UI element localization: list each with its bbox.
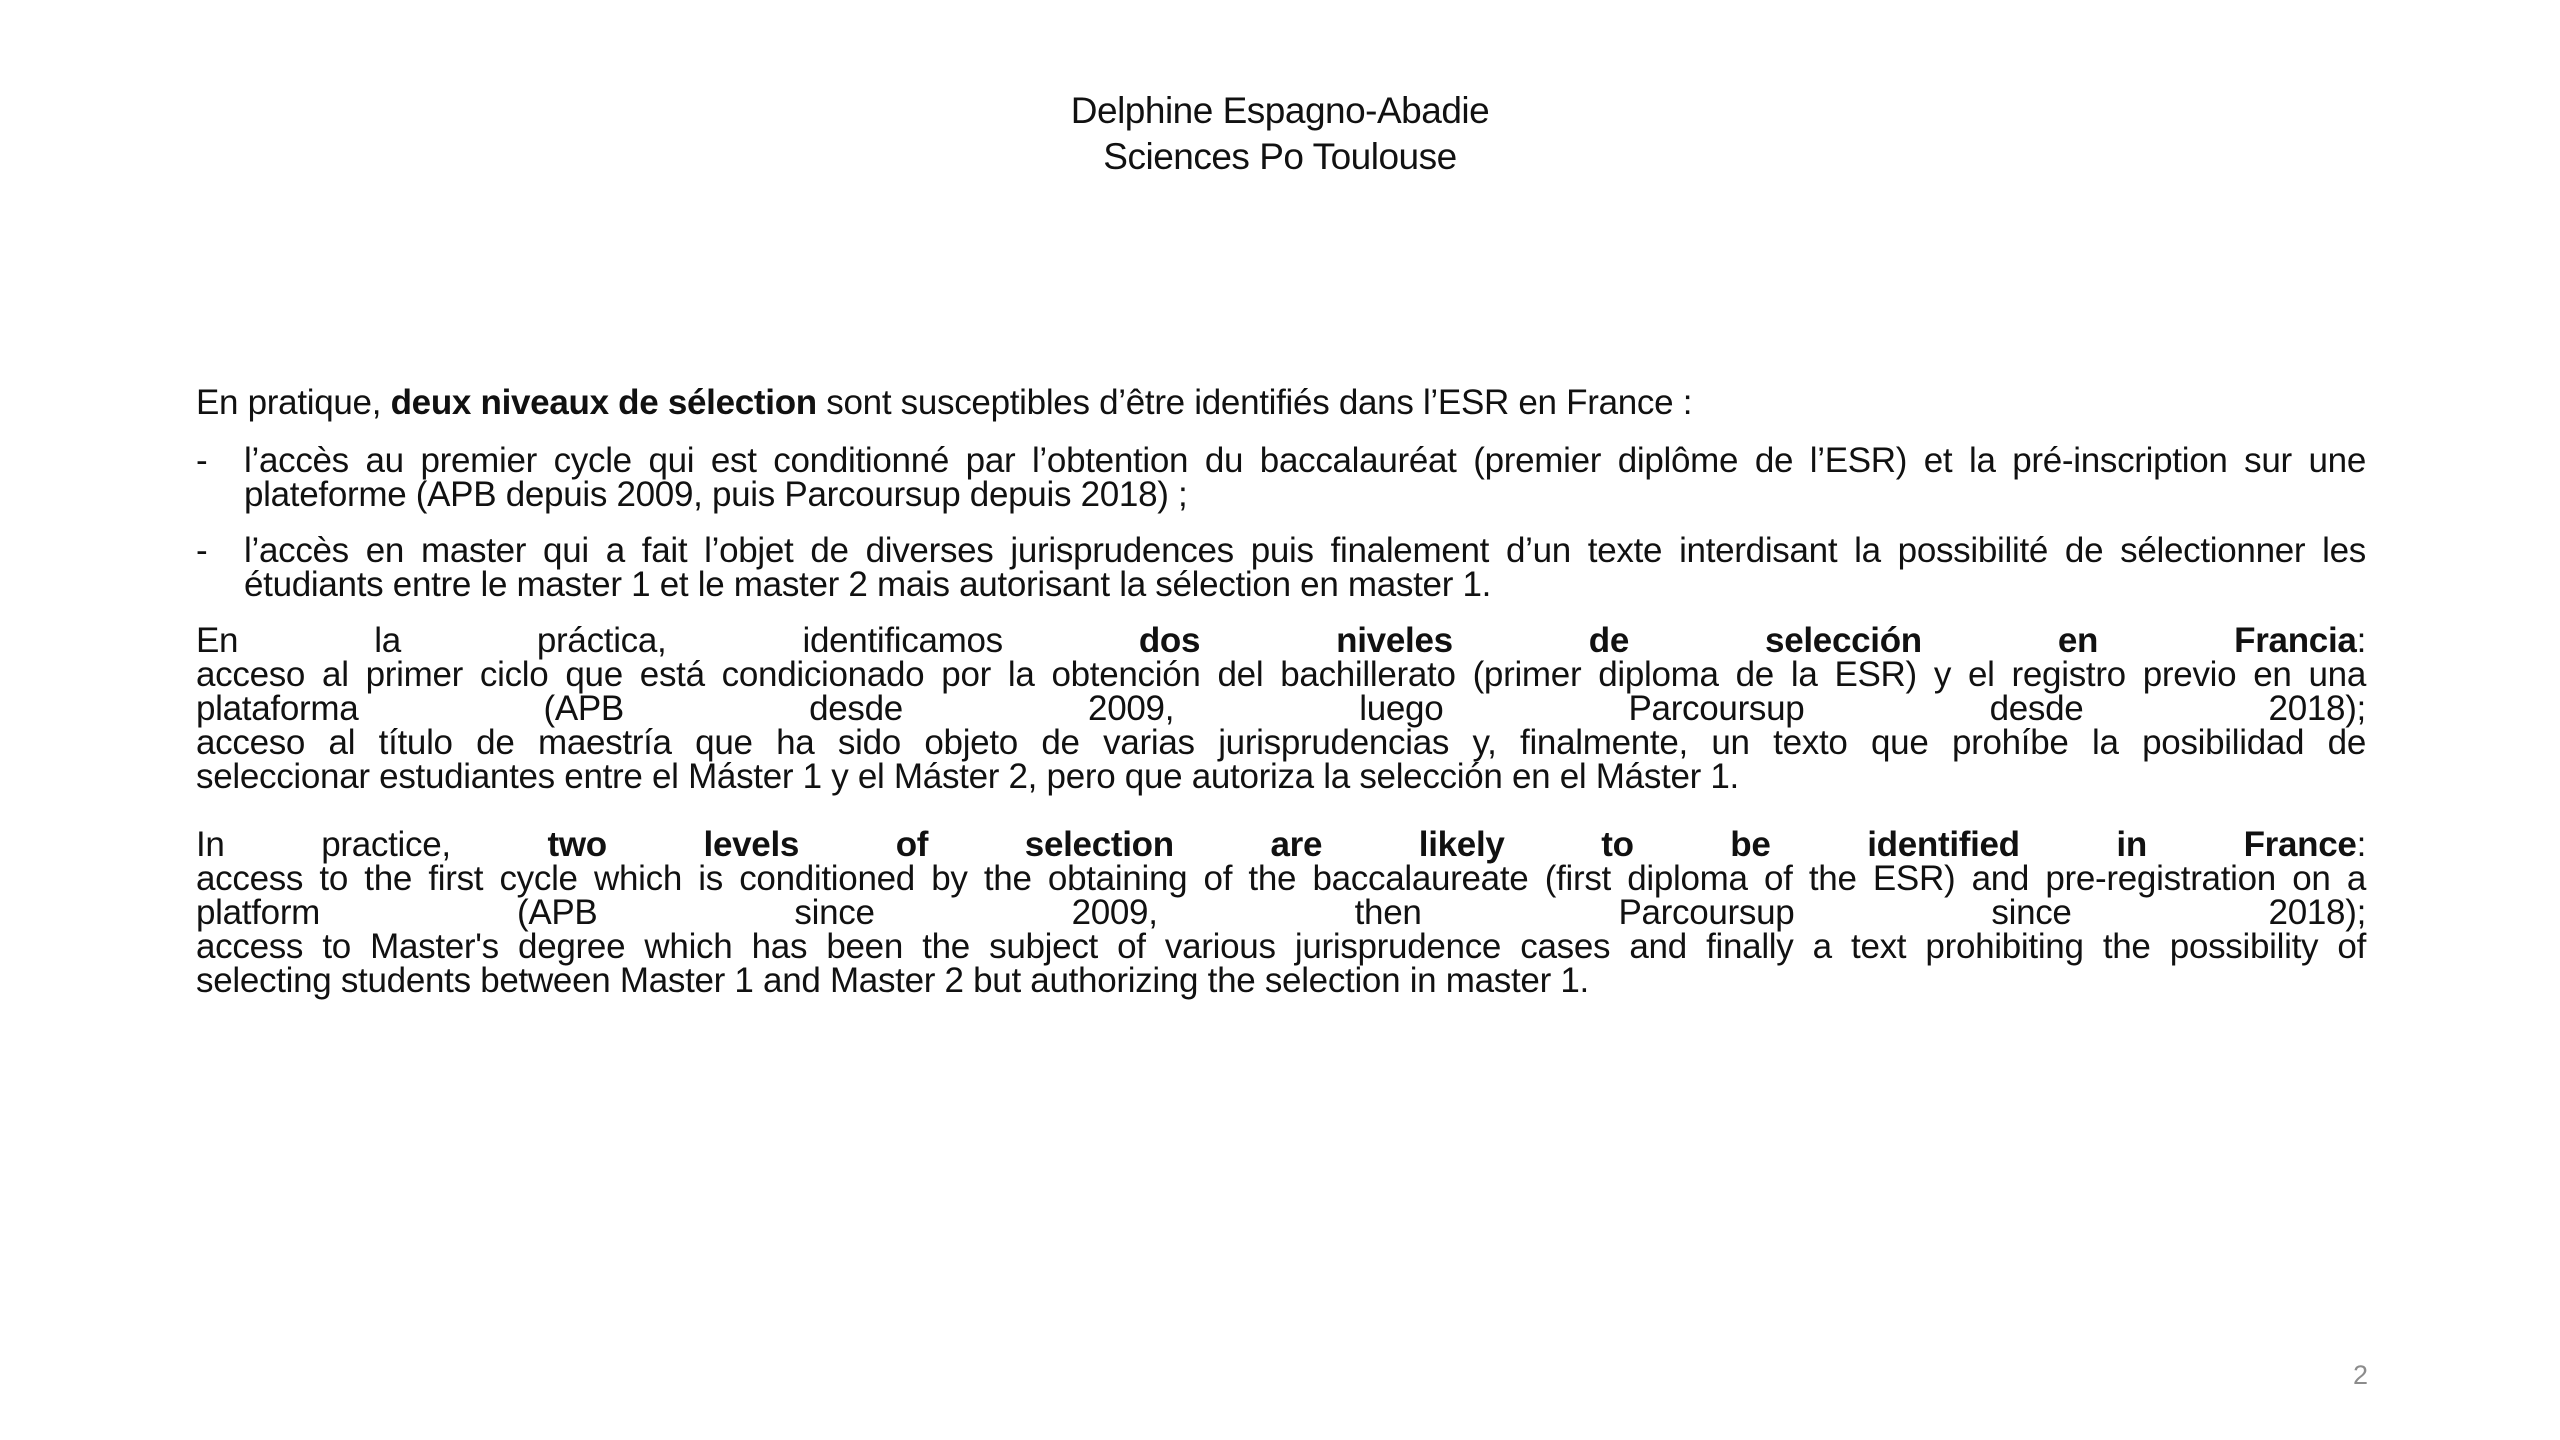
spanish-line-4: acceso al título de maestría que ha sido objeto de varias jurisprudencias y, finalmente, un texto que prohíbe la posibilidad de [196, 723, 2366, 762]
english-translation [196, 825, 2367, 1000]
spanish-intro-text-end: : [2356, 621, 2366, 660]
english-line-5: selecting students between Master 1 and Master 2 but authorizing the selection in master 1. [196, 961, 1589, 1000]
slide-header [0, 88, 2560, 180]
french-bullet-1-text: l’accès au premier cycle qui est conditionné par l’obtention du baccalauréat (premier diplôme de l’ESR) et la pré-inscription sur une plateforme (APB depuis 2009, puis Parcoursup depuis 2018) ; [244, 441, 2366, 514]
institution-name: Sciences Po Toulouse [1103, 136, 1457, 177]
french-bullet-2 [196, 531, 2366, 604]
spanish-translation [196, 621, 2366, 796]
spanish-line-5: seleccionar estudiantes entre el Máster 1 y el Máster 2, pero que autoriza la selección en el Máster 1. [196, 757, 1739, 796]
french-intro [196, 383, 2366, 422]
spanish-intro-emphasis: dos niveles de selección en Francia [1138, 621, 2357, 660]
french-bullet-1 [196, 441, 2366, 514]
spanish-intro-line [196, 621, 2366, 660]
french-bullet-2-text: l’accès en master qui a fait l’objet de diverses jurisprudences puis finalement d’un texte interdisant la possibilité de sélectionner les étudiants entre le master 1 et le master 2 mais autorisant la sélection en master 1. [244, 531, 2366, 604]
english-intro-text-end: : [2356, 825, 2367, 864]
english-intro-text: In practice, [196, 825, 548, 864]
bullet-marker: - [196, 531, 208, 570]
english-line-4: access to Master's degree which has been the subject of various jurisprudence cases and finally a text prohibiting the possibility of [196, 927, 2366, 966]
english-line-3: platform (APB since 2009, then Parcoursup since 2018); [196, 893, 2366, 932]
spanish-line-3: plataforma (APB desde 2009, luego Parcoursup desde 2018); [196, 689, 2366, 728]
spanish-line-2: acceso al primer ciclo que está condicionado por la obtención del bachillerato (primer diploma de la ESR) y el registro previo en una [196, 655, 2366, 694]
author-name: Delphine Espagno-Abadie [1070, 90, 1490, 131]
english-intro-line [196, 825, 2367, 864]
english-intro-emphasis: two levels of selection are likely to be identified in France [547, 825, 2357, 864]
bullet-marker: - [196, 441, 208, 480]
page-number: 2 [2352, 1360, 2368, 1390]
french-intro-emphasis: deux niveaux de sélection [390, 383, 817, 422]
english-line-2: access to the first cycle which is conditioned by the obtaining of the baccalaureate (first diploma of the ESR) and pre-registration on a [196, 859, 2366, 898]
spanish-intro-text: En la práctica, identificamos [196, 621, 1139, 660]
french-intro-text: En pratique, [196, 383, 391, 422]
french-intro-text-end: sont susceptibles d’être identifiés dans l’ESR en France : [816, 383, 1693, 422]
slide-body [196, 383, 2367, 1032]
